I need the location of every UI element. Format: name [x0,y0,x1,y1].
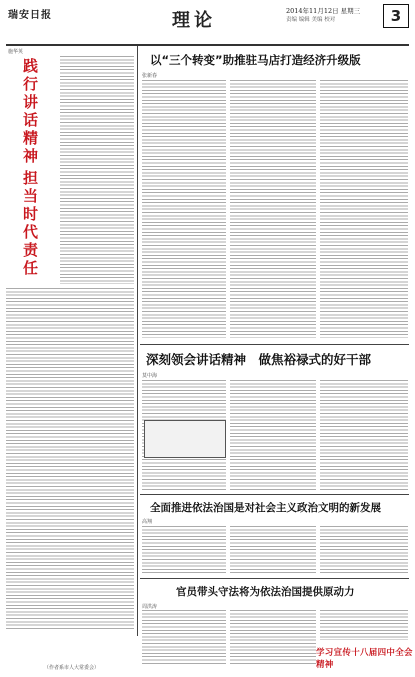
middle-text-col-3 [320,380,408,490]
paper-name: 瑞安日报 [8,10,52,21]
rule-of-law-text-col-3 [320,526,408,574]
edition-info: 责编 编辑 美编 校对 [286,17,336,23]
feature-text-col-1 [142,80,226,338]
rule-of-law-headline: 全面推进依法治国是对社会主义政治文明的新发展 [150,502,381,514]
middle-text-col-2 [230,380,316,490]
middle-pull-quote [144,420,226,458]
middle-bottom-rule [140,494,409,495]
editor-note: （作者系市人大常委会） [44,665,100,671]
column-left-byline: 施华英 [8,49,24,55]
rule-of-law-text-col-1 [142,526,226,574]
rule-of-law-bottom-rule [140,578,409,579]
middle-headline: 深刻领会讲话精神 做焦裕禄式的好干部 [146,352,372,367]
rule-of-law-text-col-2 [230,526,316,574]
column-left-title: 践行讲话精神 [21,58,39,166]
campaign-banner: 学习宣传十八届四中全会精神 [316,648,413,670]
issue-date: 2014年11月12日 星期三 [286,7,361,15]
column-left-subtitle: 担当时代责任 [21,170,39,278]
rule-of-law-byline: 高翔 [142,519,153,525]
feature-bottom-rule [140,344,409,345]
feature-byline: 张新春 [142,73,158,79]
officials-text-col-1 [142,610,226,664]
officials-byline: 周洪涛 [142,604,158,610]
officials-text-col-3 [320,610,408,640]
section-title: 理论 [172,10,216,31]
middle-byline: 莫中海 [142,373,158,379]
column-left-body-text [6,288,134,630]
column-left-intro-text [60,56,134,284]
feature-text-col-3 [320,80,408,338]
feature-headline: 以“三个转变”助推驻马店打造经济升级版 [150,53,361,67]
officials-headline: 官员带头守法将为依法治国提供原动力 [176,586,355,598]
feature-text-col-2 [230,80,316,338]
column-divider [137,46,138,636]
page-number: 3 [383,4,409,28]
officials-text-col-2 [230,610,316,664]
